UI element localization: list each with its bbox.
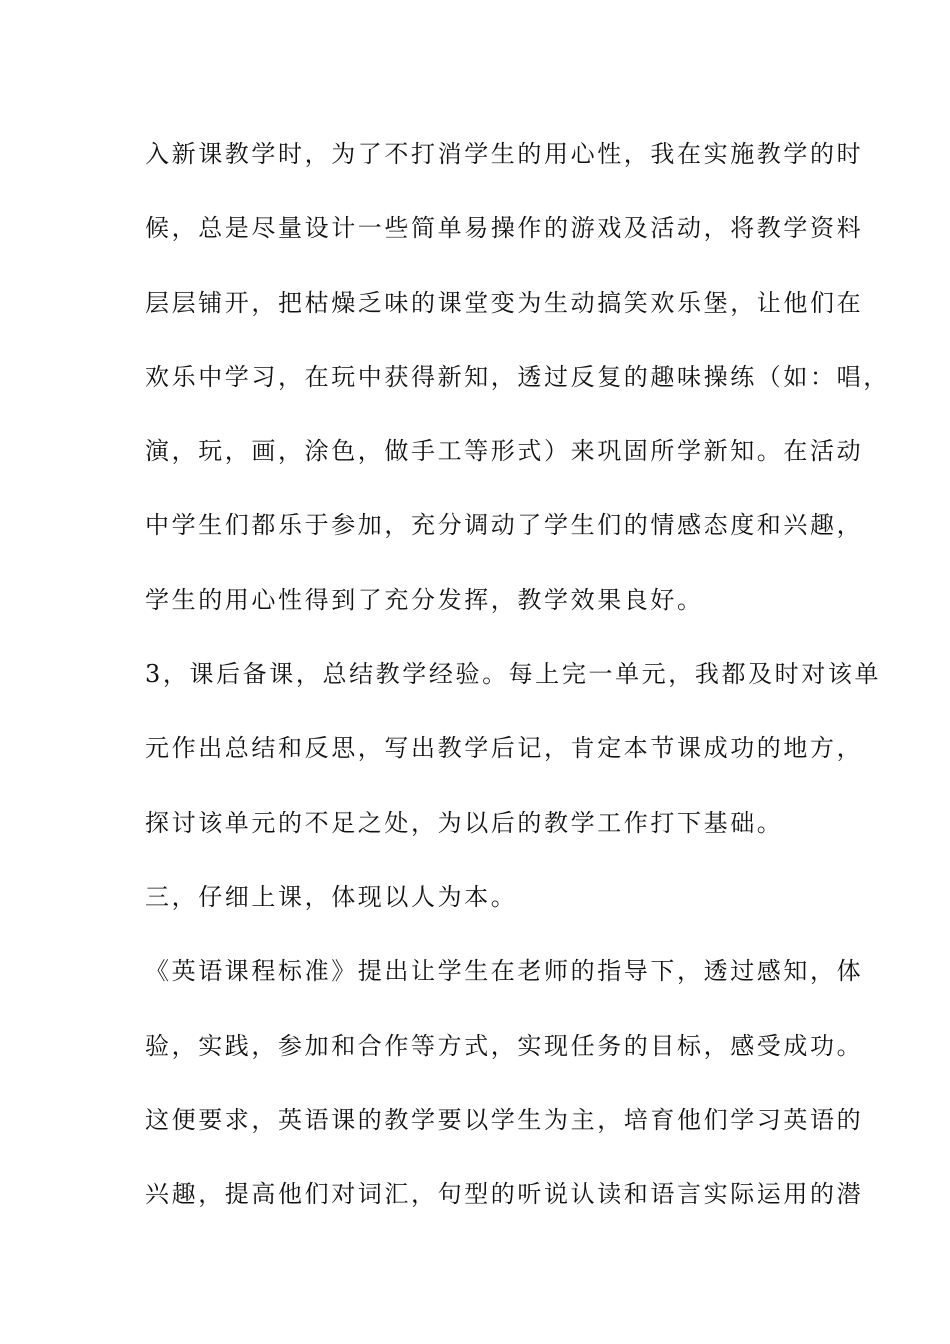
body-text (145, 128, 890, 1242)
section-item-3: 3，课后备课，总结教学经验。每上完一单元，我都及时对该单 (145, 660, 882, 689)
text-line: 演，玩，画，涂色，做手工等形式）来巩固所学新知。在活动 (145, 437, 864, 466)
text-line: 探讨该单元的不足之处，为以后的教学工作打下基础。 (145, 808, 784, 837)
text-line: 入新课教学时，为了不打消学生的用心性，我在实施教学的时 (145, 140, 864, 168)
text-line: 候，总是尽量设计一些简单易操作的游戏及活动，将教学资料 (145, 214, 864, 243)
text-line: 元作出总结和反思，写出教学后记，肯定本节课成功的地方， (145, 734, 864, 763)
text-line: 欢乐中学习，在玩中获得新知，透过反复的趣味操练（如：唱， (145, 362, 890, 391)
text-line: 层层铺开，把枯燥乏味的课堂变为生动搞笑欢乐堡，让他们在 (145, 288, 864, 317)
section-heading-three: 三，仔细上课，体现以人为本。 (145, 882, 518, 911)
text-line: 兴趣，提高他们对词汇，句型的听说认读和语言实际运用的潜 (145, 1180, 864, 1209)
text-line: 这便要求，英语课的教学要以学生为主，培育他们学习英语的 (145, 1105, 864, 1134)
text-line: 学生的用心性得到了充分发挥，教学效果良好。 (145, 585, 704, 614)
text-line: 中学生们都乐于参加，充分调动了学生们的情感态度和兴趣， (145, 511, 864, 540)
text-line: 《英语课程标准》提出让学生在老师的指导下，透过感知，体 (145, 957, 864, 986)
text-line: 验，实践，参加和合作等方式，实现任务的目标，感受成功。 (145, 1031, 864, 1060)
